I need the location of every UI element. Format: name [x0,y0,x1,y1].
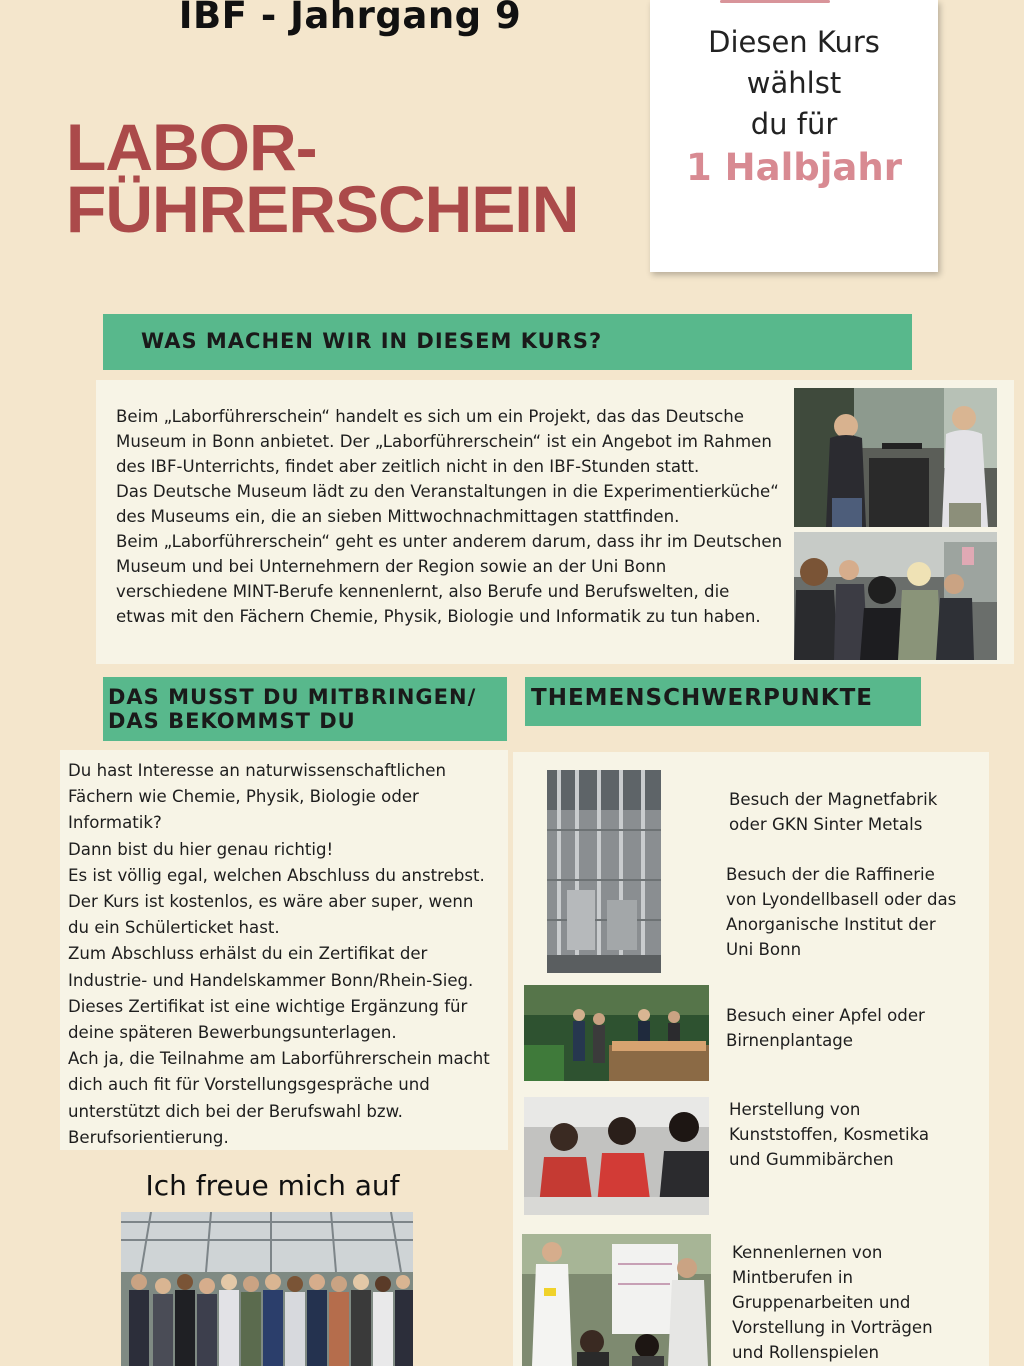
orchard-photo [524,985,709,1081]
section-kurs-body: Beim „Laborführerschein“ handelt es sich um ein Projekt, das das Deutsche Museum in Bonn anbietet. Der „Laborführerschein“ ist ein Angebot im Rahmen des IBF-Unterrichts, findet aber zeitlich nicht in den IBF-Stunden statt. Das Deutsche Museum lädt zu den Veranstaltungen in die Experimentierküche“ des Museums ein, die an sieben Mittwochnachmittagen stattfinden. Beim „Laborführerschein“ geht es unter anderem darum, dass ihr im Deutschen Museum und bei Unternehmern der Region sowie an der Uni Bonn verschiedene MINT-Berufe kennenlernt, also Berufe und Berufswelten, die etwas mit den Fächern Chemie, Physik, Biologie und Informatik zu tun haben. [116,407,783,626]
section-panel-kurs [96,380,1014,664]
info-card-highlight: 1 Halbjahr [686,146,902,189]
presentation-photo [522,1234,711,1366]
section-heading-mitbringen [103,677,507,741]
section-heading-mitbringen-label: DAS MUSST DU MITBRINGEN/ DAS BEKOMMST DU [108,685,477,733]
info-card [650,0,938,272]
section-heading-kurs-label: WAS MACHEN WIR IN DIESEM KURS? [141,329,603,353]
section-heading-kurs [103,314,912,370]
group-photo [121,1212,413,1366]
info-card-text: Diesen Kurs wählst du für [708,25,880,141]
topic-item: Herstellung von Kunststoffen, Kosmetika und Gummibärchen [729,1100,930,1169]
header-top-title: IBF - Jahrgang 9 [178,0,522,37]
main-title: LABOR- FÜHRERSCHEIN [66,110,579,246]
section-mitbringen-body: Du hast Interesse an naturwissenschaftlichen Fächern wie Chemie, Physik, Biologie oder Informatik? Dann bist du hier genau richtig! Es ist völlig egal, welchen Abschluss du anstrebst. Der Kurs ist kostenlos, es wäre aber super, wenn du ein Schülerticket hast. Zum Abschluss erhälst du ein Zertifikat der Industrie- und Handelskammer Bonn/Rhein-Sieg. Dieses Zertifikat ist eine wichtige Ergänzung für deine späteren Bewerbungsunterlagen. Ach ja, die Teilnahme am Laborführerschein macht dich auch fit für Vorstellungsgespräche und unterstützt dich bei der Berufswahl bzw. Berufsorientierung. [68,761,490,1147]
refinery-photo [547,770,661,973]
topic-item: Besuch einer Apfel oder Birnenplantage [726,1006,925,1050]
closing-text: Ich freue mich auf [145,1169,400,1202]
lab-students-photo [524,1097,709,1215]
card-accent-line [720,0,830,3]
topic-item: Kennenlernen von Mintberufen in Gruppenarbeiten und Vorstellung in Vorträgen und Rollenspielen [732,1243,933,1362]
group-workshop-photo [794,532,997,660]
topic-item: Besuch der Magnetfabrik oder GKN Sinter Metals [729,790,938,834]
section-panel-mitbringen [60,750,508,1150]
section-heading-themen [525,677,921,726]
students-presenting-photo [794,388,997,527]
section-panel-themen [513,752,989,1366]
section-heading-themen-label: THEMENSCHWERPUNKTE [531,685,873,711]
topic-item: Besuch der die Raffinerie von Lyondellbasell oder das Anorganische Institut der Uni Bonn [726,865,957,959]
